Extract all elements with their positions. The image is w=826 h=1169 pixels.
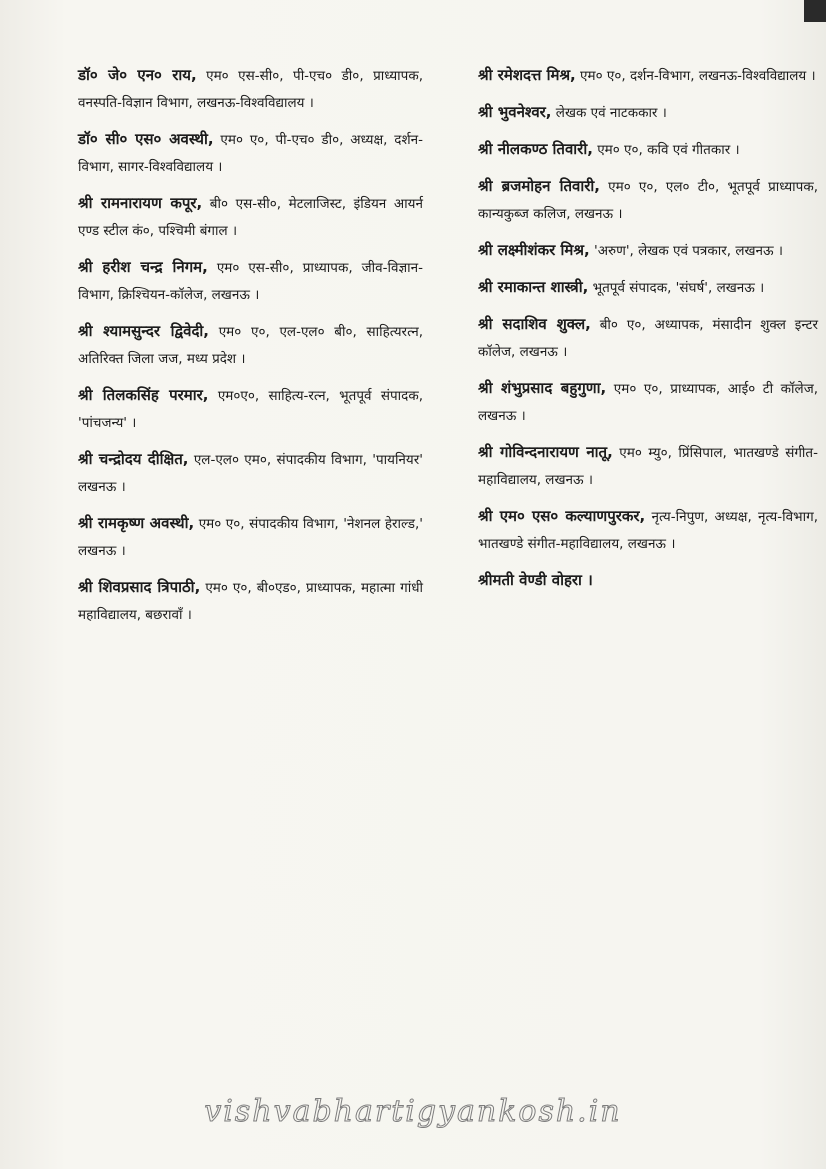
contributor-entry xyxy=(478,567,818,595)
contributor-name: श्री रामनारायण कपूर, xyxy=(78,194,203,212)
right-column xyxy=(478,62,818,604)
contributor-entry xyxy=(478,237,818,265)
contributor-details: एम० ए०, एल-एल० बी०, साहित्यरत्न, अतिरिक्त जिला जज, मध्य प्रदेश । xyxy=(78,324,424,367)
contributor-name: श्री श्यामसुन्दर द्विवेदी, xyxy=(78,322,209,340)
contributor-name: श्री नीलकण्ठ तिवारी, xyxy=(478,140,593,158)
contributor-name: श्री हरीश चन्द्र निगम, xyxy=(78,258,208,276)
contributor-details: एम० ए०, कवि एवं गीतकार । xyxy=(592,142,740,158)
contributor-name: श्री शिवप्रसाद त्रिपाठी, xyxy=(78,578,201,596)
contributor-details: बी० ए०, अध्यापक, मंसादीन शुक्ल इन्टर कॉलेज, लखनऊ । xyxy=(478,317,819,360)
watermark-text: vishvabhartigyankosh.in xyxy=(204,1094,622,1129)
contributor-entry xyxy=(78,446,423,501)
contributor-entry xyxy=(478,311,818,366)
contributor-entry xyxy=(78,318,423,373)
contributor-name: श्री भुवनेश्वर, xyxy=(478,103,552,121)
contributor-details: एम० ए०, पी-एच० डी०, अध्यक्ष, दर्शन-विभाग, सागर-विश्वविद्यालय । xyxy=(78,132,423,175)
page-corner-shadow xyxy=(804,0,826,22)
contributor-details: नृत्य-निपुण, अध्यक्ष, नृत्य-विभाग, भातखण्डे संगीत-महाविद्यालय, लखनऊ । xyxy=(478,509,818,552)
contributor-details: बी० एस-सी०, मेटलाजिस्ट, इंडियन आयर्न एण्ड स्टील कं०, पश्चिमी बंगाल । xyxy=(78,196,423,239)
contributor-details: 'अरुण', लेखक एवं पत्रकार, लखनऊ । xyxy=(589,243,784,259)
contributor-details: एम० म्यु०, प्रिंसिपाल, भातखण्डे संगीत-महाविद्यालय, लखनऊ । xyxy=(478,445,818,488)
contributor-entry xyxy=(78,382,423,437)
contributor-entry xyxy=(478,375,818,430)
contributor-entry xyxy=(478,503,818,558)
contributor-details: एम० ए०, बी०एड०, प्राध्यापक, महात्मा गांधी महाविद्यालय, बछरावाँ । xyxy=(78,580,423,623)
contributor-details: भूतपूर्व संपादक, 'संघर्ष', लखनऊ । xyxy=(588,280,765,296)
contributor-details: एम० एस-सी०, पी-एच० डी०, प्राध्यापक, वनस्पति-विज्ञान विभाग, लखनऊ-विश्वविद्यालय । xyxy=(78,68,423,111)
contributor-name: श्रीमती वेण्डी वोहरा । xyxy=(478,571,593,589)
contributor-details: एल-एल० एम०, संपादकीय विभाग, 'पायनियर' लखनऊ । xyxy=(78,452,423,495)
contributor-entry xyxy=(478,274,818,302)
contributor-name: श्री चन्द्रोदय दीक्षित, xyxy=(78,450,189,468)
contributor-entry xyxy=(78,510,423,565)
contributor-name: डॉ० सी० एस० अवस्थी, xyxy=(78,130,214,148)
contributor-entry xyxy=(478,62,818,90)
contributor-name: श्री रमेशदत्त मिश्र, xyxy=(478,66,576,84)
contributor-details: एम० ए०, प्राध्यापक, आई० टी कॉलेज, लखनऊ । xyxy=(478,381,818,424)
contributor-entry xyxy=(78,190,423,245)
contributor-details: एम० ए०, संपादकीय विभाग, 'नेशनल हेराल्ड,' लखनऊ । xyxy=(78,516,423,559)
contributor-entry xyxy=(478,99,818,127)
contributor-entry xyxy=(78,574,423,629)
contributor-details: एम०ए०, साहित्य-रत्न, भूतपूर्व संपादक, 'पांचजन्य' । xyxy=(78,388,423,431)
contributor-entry xyxy=(478,439,818,494)
contributor-entry xyxy=(78,126,423,181)
contributor-details: एम० एस-सी०, प्राध्यापक, जीव-विज्ञान-विभाग, क्रिश्चियन-कॉलेज, लखनऊ । xyxy=(78,260,423,303)
contributor-name: श्री तिलकसिंह परमार, xyxy=(78,386,209,404)
contributor-name: श्री शंभुप्रसाद बहुगुणा, xyxy=(478,379,607,397)
contributor-name: श्री रामकृष्ण अवस्थी, xyxy=(78,514,195,532)
contributor-details: एम० ए०, दर्शन-विभाग, लखनऊ-विश्वविद्यालय । xyxy=(575,68,816,84)
contributor-entry xyxy=(78,254,423,309)
contributor-entry xyxy=(78,62,423,117)
contributor-name: श्री एम० एस० कल्याणपुरकर, xyxy=(478,507,646,525)
contributor-entry xyxy=(478,173,818,228)
contributor-name: श्री ब्रजमोहन तिवारी, xyxy=(478,177,600,195)
contributor-name: श्री रमाकान्त शास्त्री, xyxy=(478,278,589,296)
contributor-name: श्री सदाशिव शुक्ल, xyxy=(478,315,591,333)
contributor-details: एम० ए०, एल० टी०, भूतपूर्व प्राध्यापक, कान्यकुब्ज कलिज, लखनऊ । xyxy=(478,179,818,222)
contributor-entry xyxy=(478,136,818,164)
contributor-name: श्री गोविन्दनारायण नातू, xyxy=(478,443,613,461)
contributor-name: श्री लक्ष्मीशंकर मिश्र, xyxy=(478,241,590,259)
contributor-details: लेखक एवं नाटककार । xyxy=(551,105,667,121)
contributor-name: डॉ० जे० एन० राय, xyxy=(78,66,197,84)
left-column xyxy=(78,62,423,638)
